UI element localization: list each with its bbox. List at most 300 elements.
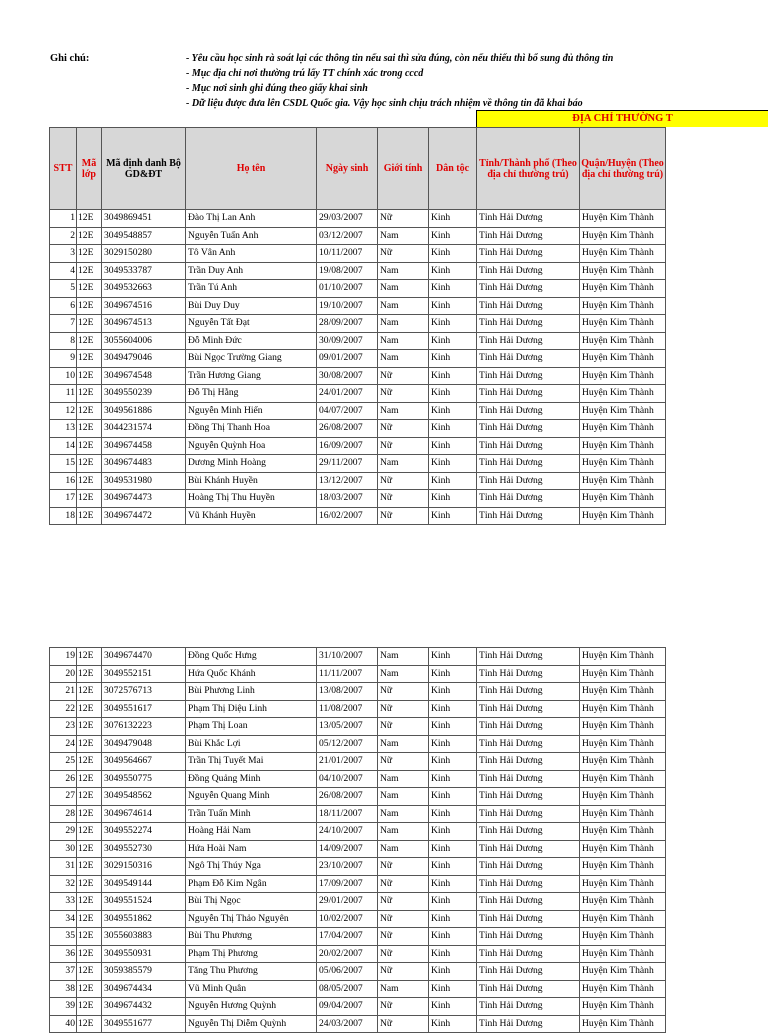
cell-gender: Nam (378, 455, 429, 473)
table-row (50, 875, 666, 893)
cell-district: Huyện Kim Thành (580, 297, 666, 315)
cell-gender: Nam (378, 735, 429, 753)
cell-student-id: 3049674434 (102, 980, 186, 998)
cell-stt: 20 (50, 665, 77, 683)
cell-district: Huyện Kim Thành (580, 665, 666, 683)
cell-ethnicity: Kinh (429, 735, 477, 753)
cell-name: Nguyễn Thị Diễm Quỳnh (186, 1015, 317, 1033)
cell-student-id: 3049549144 (102, 875, 186, 893)
cell-ethnicity: Kinh (429, 770, 477, 788)
cell-stt: 38 (50, 980, 77, 998)
cell-class: 12E (77, 770, 102, 788)
cell-student-id: 3049869451 (102, 210, 186, 228)
header-district: Quận/Huyện (Theo địa chỉ thường trú) (580, 128, 666, 210)
cell-class: 12E (77, 665, 102, 683)
cell-ethnicity: Kinh (429, 315, 477, 333)
cell-gender: Nam (378, 823, 429, 841)
cell-stt: 11 (50, 385, 77, 403)
cell-name: Đồng Thị Thanh Hoa (186, 420, 317, 438)
cell-class: 12E (77, 1015, 102, 1033)
cell-dob: 19/08/2007 (317, 262, 378, 280)
table-row (50, 928, 666, 946)
cell-ethnicity: Kinh (429, 490, 477, 508)
cell-student-id: 3044231574 (102, 420, 186, 438)
cell-student-id: 3049674472 (102, 507, 186, 525)
cell-class: 12E (77, 683, 102, 701)
table-row (50, 227, 666, 245)
cell-district: Huyện Kim Thành (580, 770, 666, 788)
cell-stt: 15 (50, 455, 77, 473)
cell-dob: 18/11/2007 (317, 805, 378, 823)
cell-ethnicity: Kinh (429, 875, 477, 893)
student-table-block-2 (49, 647, 666, 1033)
cell-stt: 9 (50, 350, 77, 368)
cell-class: 12E (77, 805, 102, 823)
cell-student-id: 3049532663 (102, 280, 186, 298)
cell-stt: 39 (50, 998, 77, 1016)
cell-gender: Nữ (378, 437, 429, 455)
notes-label: Ghi chú: (50, 53, 90, 64)
cell-name: Nguyễn Quỳnh Hoa (186, 437, 317, 455)
cell-stt: 26 (50, 770, 77, 788)
cell-province: Tỉnh Hải Dương (477, 420, 580, 438)
table-row (50, 262, 666, 280)
cell-dob: 04/10/2007 (317, 770, 378, 788)
cell-stt: 27 (50, 788, 77, 806)
cell-gender: Nam (378, 297, 429, 315)
cell-name: Đỗ Minh Đức (186, 332, 317, 350)
table-row (50, 945, 666, 963)
table-row (50, 823, 666, 841)
cell-district: Huyện Kim Thành (580, 315, 666, 333)
cell-gender: Nam (378, 332, 429, 350)
cell-name: Tô Vân Anh (186, 245, 317, 263)
table-row (50, 350, 666, 368)
cell-student-id: 3055603883 (102, 928, 186, 946)
cell-student-id: 3049674483 (102, 455, 186, 473)
cell-name: Trần Duy Anh (186, 262, 317, 280)
cell-gender: Nam (378, 980, 429, 998)
cell-gender: Nam (378, 402, 429, 420)
cell-dob: 16/02/2007 (317, 507, 378, 525)
cell-stt: 36 (50, 945, 77, 963)
cell-student-id: 3055604006 (102, 332, 186, 350)
cell-student-id: 3049674432 (102, 998, 186, 1016)
cell-ethnicity: Kinh (429, 227, 477, 245)
cell-province: Tỉnh Hải Dương (477, 227, 580, 245)
cell-name: Nguyễn Quang Minh (186, 788, 317, 806)
cell-student-id: 3059385579 (102, 963, 186, 981)
cell-province: Tỉnh Hải Dương (477, 858, 580, 876)
cell-ethnicity: Kinh (429, 507, 477, 525)
cell-province: Tỉnh Hải Dương (477, 928, 580, 946)
cell-district: Huyện Kim Thành (580, 402, 666, 420)
cell-gender: Nam (378, 262, 429, 280)
cell-dob: 29/01/2007 (317, 893, 378, 911)
cell-province: Tỉnh Hải Dương (477, 210, 580, 228)
cell-province: Tỉnh Hải Dương (477, 683, 580, 701)
cell-district: Huyện Kim Thành (580, 420, 666, 438)
cell-district: Huyện Kim Thành (580, 858, 666, 876)
cell-stt: 33 (50, 893, 77, 911)
cell-gender: Nam (378, 648, 429, 666)
cell-dob: 11/11/2007 (317, 665, 378, 683)
table-row (50, 840, 666, 858)
table-row (50, 367, 666, 385)
cell-district: Huyện Kim Thành (580, 472, 666, 490)
cell-province: Tỉnh Hải Dương (477, 718, 580, 736)
table-row (50, 998, 666, 1016)
cell-gender: Nữ (378, 875, 429, 893)
cell-ethnicity: Kinh (429, 700, 477, 718)
cell-district: Huyện Kim Thành (580, 262, 666, 280)
cell-dob: 13/12/2007 (317, 472, 378, 490)
table-row (50, 385, 666, 403)
cell-name: Bùi Khắc Lợi (186, 735, 317, 753)
cell-student-id: 3049561886 (102, 402, 186, 420)
note-line: - Mục nơi sinh ghi đúng theo giấy khai sinh (186, 83, 368, 94)
cell-gender: Nam (378, 840, 429, 858)
cell-name: Nguyễn Tất Đạt (186, 315, 317, 333)
cell-province: Tỉnh Hải Dương (477, 350, 580, 368)
cell-class: 12E (77, 753, 102, 771)
cell-stt: 3 (50, 245, 77, 263)
cell-name: Trần Tuấn Minh (186, 805, 317, 823)
cell-student-id: 3076132223 (102, 718, 186, 736)
table-row (50, 805, 666, 823)
table-row (50, 963, 666, 981)
cell-gender: Nữ (378, 753, 429, 771)
cell-gender: Nữ (378, 910, 429, 928)
cell-class: 12E (77, 297, 102, 315)
cell-stt: 37 (50, 963, 77, 981)
cell-ethnicity: Kinh (429, 858, 477, 876)
table-body-block-2 (50, 648, 666, 1033)
cell-student-id: 3049674470 (102, 648, 186, 666)
cell-gender: Nữ (378, 998, 429, 1016)
cell-name: Phạm Thị Diệu Linh (186, 700, 317, 718)
cell-dob: 18/03/2007 (317, 490, 378, 508)
cell-dob: 17/09/2007 (317, 875, 378, 893)
cell-dob: 24/10/2007 (317, 823, 378, 841)
cell-class: 12E (77, 735, 102, 753)
cell-gender: Nữ (378, 718, 429, 736)
cell-district: Huyện Kim Thành (580, 507, 666, 525)
cell-student-id: 3049531980 (102, 472, 186, 490)
table-row (50, 753, 666, 771)
cell-student-id: 3049674516 (102, 297, 186, 315)
cell-stt: 7 (50, 315, 77, 333)
table-row (50, 297, 666, 315)
cell-gender: Nữ (378, 928, 429, 946)
cell-stt: 4 (50, 262, 77, 280)
cell-ethnicity: Kinh (429, 823, 477, 841)
cell-dob: 04/07/2007 (317, 402, 378, 420)
cell-class: 12E (77, 402, 102, 420)
note-line: - Dữ liệu được đưa lên CSDL Quốc gia. Vậy học sinh chịu trách nhiệm về thông tin đã khai báo (186, 98, 583, 109)
cell-gender: Nam (378, 788, 429, 806)
table-row (50, 402, 666, 420)
cell-stt: 1 (50, 210, 77, 228)
cell-name: Hứa Quốc Khánh (186, 665, 317, 683)
cell-province: Tỉnh Hải Dương (477, 805, 580, 823)
cell-class: 12E (77, 350, 102, 368)
cell-district: Huyện Kim Thành (580, 683, 666, 701)
cell-class: 12E (77, 280, 102, 298)
cell-dob: 20/02/2007 (317, 945, 378, 963)
header-class: Mã lớp (77, 128, 102, 210)
table-row (50, 472, 666, 490)
cell-name: Đào Thị Lan Anh (186, 210, 317, 228)
cell-district: Huyện Kim Thành (580, 227, 666, 245)
cell-dob: 19/10/2007 (317, 297, 378, 315)
cell-dob: 17/04/2007 (317, 928, 378, 946)
cell-class: 12E (77, 455, 102, 473)
table-row (50, 490, 666, 508)
cell-ethnicity: Kinh (429, 928, 477, 946)
cell-dob: 26/08/2007 (317, 788, 378, 806)
cell-district: Huyện Kim Thành (580, 840, 666, 858)
cell-district: Huyện Kim Thành (580, 700, 666, 718)
cell-dob: 21/01/2007 (317, 753, 378, 771)
cell-ethnicity: Kinh (429, 245, 477, 263)
cell-dob: 09/04/2007 (317, 998, 378, 1016)
cell-dob: 08/05/2007 (317, 980, 378, 998)
table-row (50, 893, 666, 911)
cell-dob: 11/08/2007 (317, 700, 378, 718)
cell-name: Bùi Ngọc Trường Giang (186, 350, 317, 368)
cell-stt: 22 (50, 700, 77, 718)
cell-name: Trần Tú Anh (186, 280, 317, 298)
cell-student-id: 3049552274 (102, 823, 186, 841)
cell-student-id: 3049674458 (102, 437, 186, 455)
cell-class: 12E (77, 963, 102, 981)
cell-province: Tỉnh Hải Dương (477, 910, 580, 928)
cell-province: Tỉnh Hải Dương (477, 753, 580, 771)
cell-district: Huyện Kim Thành (580, 805, 666, 823)
cell-ethnicity: Kinh (429, 262, 477, 280)
cell-stt: 35 (50, 928, 77, 946)
cell-province: Tỉnh Hải Dương (477, 998, 580, 1016)
cell-dob: 24/01/2007 (317, 385, 378, 403)
cell-stt: 32 (50, 875, 77, 893)
cell-district: Huyện Kim Thành (580, 980, 666, 998)
cell-student-id: 3049479046 (102, 350, 186, 368)
cell-gender: Nữ (378, 1015, 429, 1033)
cell-name: Phạm Đỗ Kim Ngân (186, 875, 317, 893)
cell-gender: Nam (378, 280, 429, 298)
cell-district: Huyện Kim Thành (580, 823, 666, 841)
cell-student-id: 3049479048 (102, 735, 186, 753)
cell-class: 12E (77, 945, 102, 963)
cell-gender: Nam (378, 315, 429, 333)
cell-district: Huyện Kim Thành (580, 245, 666, 263)
cell-gender: Nữ (378, 507, 429, 525)
cell-district: Huyện Kim Thành (580, 350, 666, 368)
cell-ethnicity: Kinh (429, 455, 477, 473)
cell-ethnicity: Kinh (429, 683, 477, 701)
table-row (50, 420, 666, 438)
table-row (50, 437, 666, 455)
cell-gender: Nữ (378, 245, 429, 263)
cell-class: 12E (77, 858, 102, 876)
cell-name: Vũ Minh Quân (186, 980, 317, 998)
cell-province: Tỉnh Hải Dương (477, 262, 580, 280)
cell-dob: 29/11/2007 (317, 455, 378, 473)
cell-stt: 8 (50, 332, 77, 350)
cell-class: 12E (77, 875, 102, 893)
cell-district: Huyện Kim Thành (580, 648, 666, 666)
cell-district: Huyện Kim Thành (580, 367, 666, 385)
cell-name: Hoàng Thị Thu Huyền (186, 490, 317, 508)
cell-province: Tỉnh Hải Dương (477, 1015, 580, 1033)
cell-gender: Nữ (378, 700, 429, 718)
cell-province: Tỉnh Hải Dương (477, 665, 580, 683)
cell-student-id: 3049550931 (102, 945, 186, 963)
cell-name: Nguyễn Tuấn Anh (186, 227, 317, 245)
cell-student-id: 3049551617 (102, 700, 186, 718)
cell-student-id: 3049674473 (102, 490, 186, 508)
table-row (50, 315, 666, 333)
cell-class: 12E (77, 928, 102, 946)
cell-name: Tăng Thu Phương (186, 963, 317, 981)
cell-ethnicity: Kinh (429, 437, 477, 455)
table-row (50, 770, 666, 788)
cell-stt: 6 (50, 297, 77, 315)
cell-class: 12E (77, 788, 102, 806)
cell-province: Tỉnh Hải Dương (477, 875, 580, 893)
table-row (50, 648, 666, 666)
cell-gender: Nữ (378, 490, 429, 508)
cell-ethnicity: Kinh (429, 998, 477, 1016)
header-stt: STT (50, 128, 77, 210)
cell-dob: 05/06/2007 (317, 963, 378, 981)
cell-ethnicity: Kinh (429, 805, 477, 823)
cell-district: Huyện Kim Thành (580, 788, 666, 806)
cell-name: Trần Hương Giang (186, 367, 317, 385)
cell-province: Tỉnh Hải Dương (477, 367, 580, 385)
cell-ethnicity: Kinh (429, 280, 477, 298)
cell-gender: Nam (378, 227, 429, 245)
cell-province: Tỉnh Hải Dương (477, 437, 580, 455)
notes-section (0, 0, 768, 112)
cell-province: Tỉnh Hải Dương (477, 297, 580, 315)
cell-province: Tỉnh Hải Dương (477, 280, 580, 298)
header-gender: Giới tính (378, 128, 429, 210)
header-dob: Ngày sinh (317, 128, 378, 210)
cell-ethnicity: Kinh (429, 945, 477, 963)
cell-gender: Nữ (378, 858, 429, 876)
cell-class: 12E (77, 910, 102, 928)
cell-stt: 23 (50, 718, 77, 736)
cell-ethnicity: Kinh (429, 367, 477, 385)
cell-ethnicity: Kinh (429, 665, 477, 683)
header-student-id: Mã định danh Bộ GD&ĐT (102, 128, 186, 210)
cell-name: Nguyễn Minh Hiển (186, 402, 317, 420)
cell-class: 12E (77, 980, 102, 998)
cell-province: Tỉnh Hải Dương (477, 455, 580, 473)
cell-class: 12E (77, 420, 102, 438)
cell-student-id: 3049551524 (102, 893, 186, 911)
cell-student-id: 3029150280 (102, 245, 186, 263)
cell-dob: 14/09/2007 (317, 840, 378, 858)
table-row (50, 980, 666, 998)
cell-class: 12E (77, 437, 102, 455)
cell-ethnicity: Kinh (429, 753, 477, 771)
cell-stt: 31 (50, 858, 77, 876)
cell-name: Bùi Thu Phương (186, 928, 317, 946)
cell-dob: 16/09/2007 (317, 437, 378, 455)
cell-name: Bùi Duy Duy (186, 297, 317, 315)
cell-province: Tỉnh Hải Dương (477, 893, 580, 911)
cell-province: Tỉnh Hải Dương (477, 402, 580, 420)
cell-student-id: 3049674548 (102, 367, 186, 385)
table-row (50, 245, 666, 263)
cell-stt: 17 (50, 490, 77, 508)
table-row (50, 700, 666, 718)
cell-stt: 25 (50, 753, 77, 771)
table-row (50, 280, 666, 298)
cell-class: 12E (77, 367, 102, 385)
cell-gender: Nữ (378, 385, 429, 403)
cell-stt: 21 (50, 683, 77, 701)
cell-ethnicity: Kinh (429, 332, 477, 350)
table-row (50, 788, 666, 806)
cell-stt: 14 (50, 437, 77, 455)
cell-gender: Nam (378, 805, 429, 823)
student-table-block-1 (49, 127, 666, 525)
table-header-row (50, 128, 666, 210)
cell-stt: 10 (50, 367, 77, 385)
cell-province: Tỉnh Hải Dương (477, 980, 580, 998)
cell-gender: Nam (378, 770, 429, 788)
cell-student-id: 3049674513 (102, 315, 186, 333)
cell-province: Tỉnh Hải Dương (477, 700, 580, 718)
cell-dob: 24/03/2007 (317, 1015, 378, 1033)
cell-dob: 29/03/2007 (317, 210, 378, 228)
cell-dob: 23/10/2007 (317, 858, 378, 876)
cell-name: Dương Minh Hoàng (186, 455, 317, 473)
cell-province: Tỉnh Hải Dương (477, 963, 580, 981)
cell-name: Ngô Thị Thúy Nga (186, 858, 317, 876)
cell-student-id: 3049552730 (102, 840, 186, 858)
cell-district: Huyện Kim Thành (580, 753, 666, 771)
cell-class: 12E (77, 648, 102, 666)
cell-ethnicity: Kinh (429, 385, 477, 403)
cell-class: 12E (77, 700, 102, 718)
cell-ethnicity: Kinh (429, 840, 477, 858)
cell-province: Tỉnh Hải Dương (477, 945, 580, 963)
cell-student-id: 3049550239 (102, 385, 186, 403)
cell-student-id: 3049551862 (102, 910, 186, 928)
cell-class: 12E (77, 210, 102, 228)
cell-stt: 34 (50, 910, 77, 928)
note-line: - Yêu cầu học sinh rà soát lại các thông tin nếu sai thì sửa đúng, còn nếu thiếu thì bổ sung đủ thông tin (186, 53, 614, 64)
cell-ethnicity: Kinh (429, 980, 477, 998)
table-row (50, 910, 666, 928)
cell-district: Huyện Kim Thành (580, 735, 666, 753)
cell-district: Huyện Kim Thành (580, 455, 666, 473)
cell-district: Huyện Kim Thành (580, 332, 666, 350)
header-ethnicity: Dân tộc (429, 128, 477, 210)
cell-dob: 13/05/2007 (317, 718, 378, 736)
cell-province: Tỉnh Hải Dương (477, 245, 580, 263)
cell-class: 12E (77, 472, 102, 490)
cell-province: Tỉnh Hải Dương (477, 788, 580, 806)
cell-student-id: 3049551677 (102, 1015, 186, 1033)
table-row (50, 858, 666, 876)
cell-name: Đỗ Thị Hằng (186, 385, 317, 403)
